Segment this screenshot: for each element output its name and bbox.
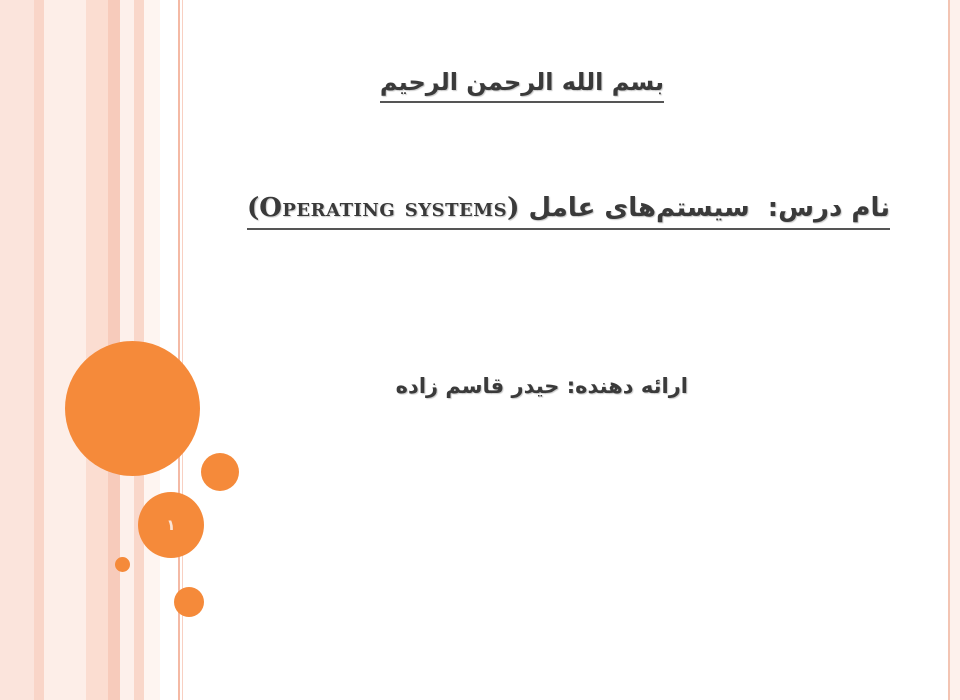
course-heading (247, 190, 890, 230)
course-label: نام درس: (767, 193, 890, 223)
slide-title: بسم الله الرحمن الرحیم (380, 66, 664, 103)
decor-stripe (0, 0, 34, 700)
decor-circle-large (65, 341, 200, 476)
decor-circle-small (115, 557, 130, 572)
page-number-badge (138, 492, 204, 558)
presenter-line: ارائه دهنده: حیدر قاسم زاده (395, 374, 688, 398)
right-border-fill (950, 0, 960, 700)
decor-stripe (34, 0, 44, 700)
decor-stripe (44, 0, 86, 700)
decor-circle-bottom (174, 587, 204, 617)
decor-circle-medium (201, 453, 239, 491)
course-name-fa: سیستم‌های عامل (528, 193, 750, 223)
page-number: ۱ (166, 515, 176, 534)
course-name-en: (Operating systems) (246, 193, 520, 223)
